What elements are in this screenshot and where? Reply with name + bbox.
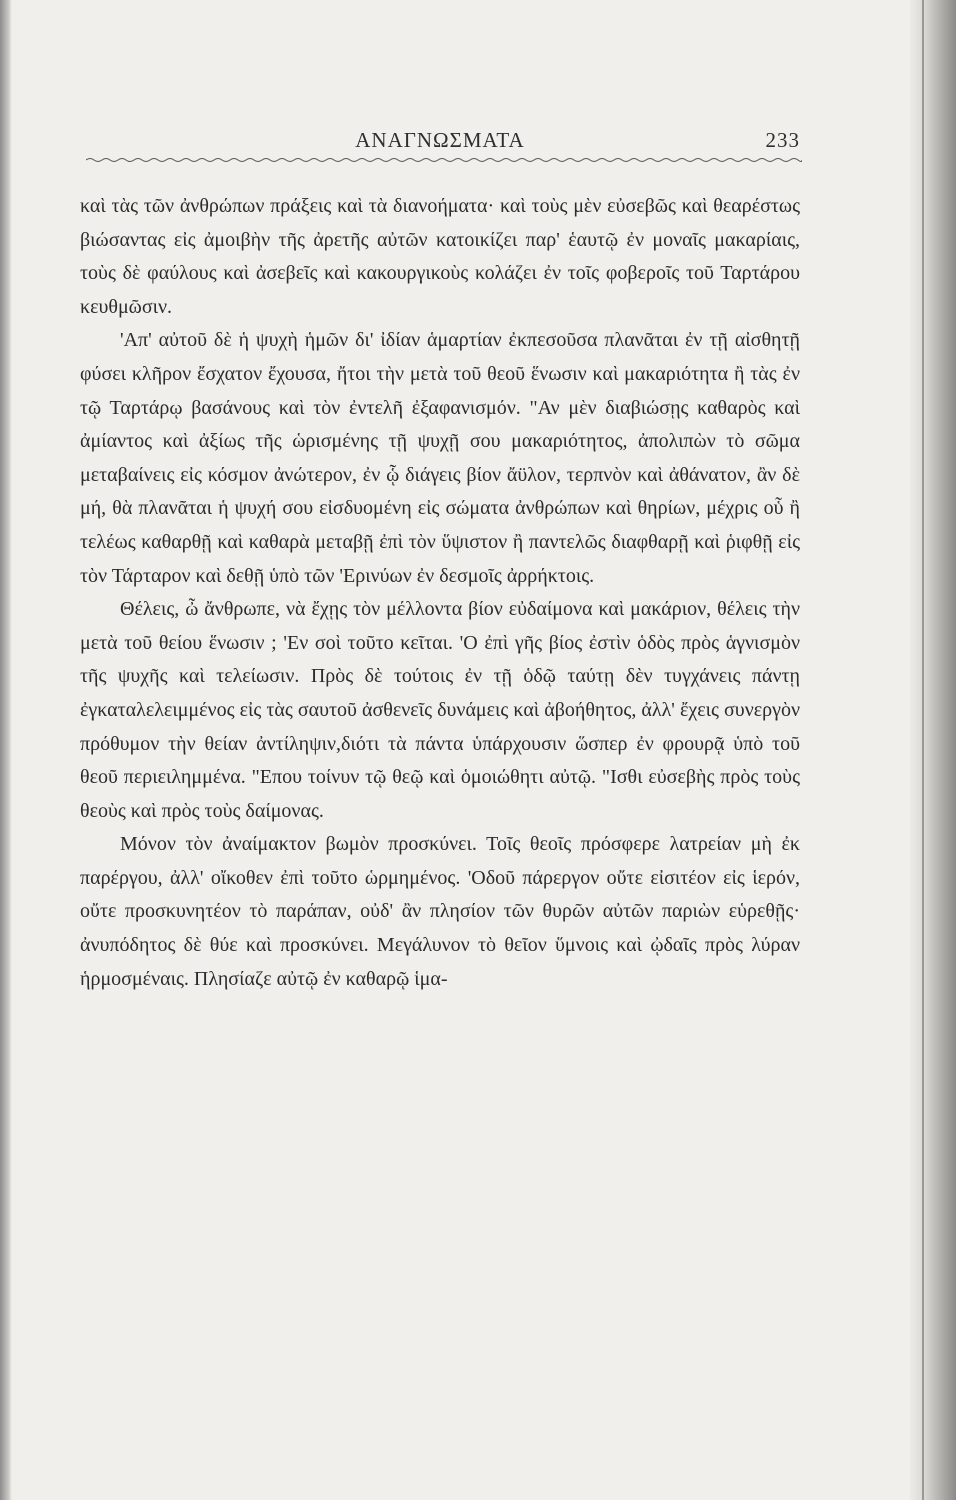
page-number: 233 [765,128,800,152]
body-text [80,190,800,996]
book-page [80,0,800,1500]
running-title: ΑΝΑΓΝΩΣΜΑΤΑ [355,128,525,152]
paragraph-4: Μόνον τὸν ἀναίμακτον βωμὸν προσκύνει. Τοῖς θεοῖς πρόσφερε λατρείαν μὴ ἐκ παρέργου, ἀλλ' οἴκοθεν ἐπὶ τοῦτο ὡρμημένος. 'Οδοῦ πάρεργον οὔτε εἰσιτέον εἰς ἱερόν, οὔτε προσκυνητέον τὸ παράπαν, οὐδ' ἂν πλησίον τῶν θυρῶν αὐτῶν παριὼν εὑρεθῇς· ἀνυπόδητος δὲ θύε καὶ προσκύνει. Μεγάλυνον τὸ θεῖον ὕμνοις καὶ ᾠδαῖς πρὸς λύραν ἡρμοσμέναις. Πλησίαζε αὐτῷ ἐν καθαρῷ ἱμα- [80,833,800,990]
paragraph-1: καὶ τὰς τῶν ἀνθρώπων πράξεις καὶ τὰ διανοήματα· καὶ τοὺς μὲν εὐσεβῶς καὶ θεαρέστως βιώσαντας εἰς ἀμοιβὴν τῆς ἀρετῆς αὐτῶν κατοικίζει παρ' ἑαυτῷ ἐν μοναῖς μακαρίαις, τοὺς δὲ φαύλους καὶ ἀσεβεῖς καὶ κακουργικοὺς κολάζει ἐν τοῖς φοβεροῖς τοῦ Ταρτάρου κευθμῶσιν. [80,195,800,318]
paragraph-3: Θέλεις, ὦ ἄνθρωπε, νὰ ἔχῃς τὸν μέλλοντα βίον εὐδαίμονα καὶ μακάριον, θέλεις τὴν μετὰ τοῦ θείου ἕνωσιν ; 'Εν σοὶ τοῦτο κεῖται. 'Ο ἐπὶ γῆς βίος ἐστὶν ὁδὸς πρὸς ἁγνισμὸν τῆς ψυχῆς καὶ τελείωσιν. Πρὸς δὲ τούτοις ἐν τῇ ὁδῷ ταύτῃ δὲν τυγχάνεις πάντῃ ἐγκαταλελειμμένος εἰς τὰς σαυτοῦ ἀσθενεῖς δυνάμεις καὶ ἀβοήθητος, ἀλλ' ἔχεις συνεργὸν πρόθυμον τὴν θείαν ἀντίληψιν,διότι τὰ πάντα ὑπάρχουσιν ὥσπερ ἐν φρουρᾷ ὑπὸ τοῦ θεοῦ περιειλημμένα. "Επου τοίνυν τῷ θεῷ καὶ ὁμοιώθητι αὐτῷ. "Ισθι εὐσεβὴς πρὸς τοὺς θεοὺς καὶ πρὸς τοὺς δαίμονας. [80,598,800,822]
page-edge-left [0,0,12,1500]
page-edge-right [910,0,956,1500]
running-head [80,128,800,158]
wavy-rule [86,157,802,163]
paragraph-2: 'Απ' αὐτοῦ δὲ ἡ ψυχὴ ἡμῶν δι' ἰδίαν ἁμαρτίαν ἐκπεσοῦσα πλανᾶται ἐν τῇ αἰσθητῇ φύσει κλῆρον ἔσχατον ἔχουσα, ἤτοι τὴν μετὰ τοῦ θεοῦ ἕνωσιν καὶ μακαριότητα ἢ τὰς ἐν τῷ Ταρτάρῳ βασάνους καὶ τὸν ἐντελῆ ἐξαφανισμόν. "Αν μὲν διαβιώσῃς καθαρὸς καὶ ἀμίαντος καὶ ἀξίως τῆς ὡρισμένης τῇ ψυχῇ σου μακαριότητος, ἀπολιπὼν τὸ σῶμα μεταβαίνεις εἰς κόσμον ἀνώτερον, ἐν ᾧ διάγεις βίον ἄϋλον, τερπνὸν καὶ ἀθάνατον, ἂν δὲ μή, θὰ πλανᾶται ἡ ψυχή σου εἰσδυομένη εἰς σώματα ἀνθρώπων καὶ θηρίων, μέχρις οὗ ἢ τελέως καθαρθῇ καὶ καθαρὰ μεταβῇ ἐπὶ τὸν ὕψιστον ἢ παντελῶς διαφθαρῇ καὶ ῥιφθῇ εἰς τὸν Τάρταρον καὶ δεθῇ ὑπὸ τῶν 'Ερινύων ἐν δεσμοῖς ἀρρήκτοις. [80,329,800,587]
